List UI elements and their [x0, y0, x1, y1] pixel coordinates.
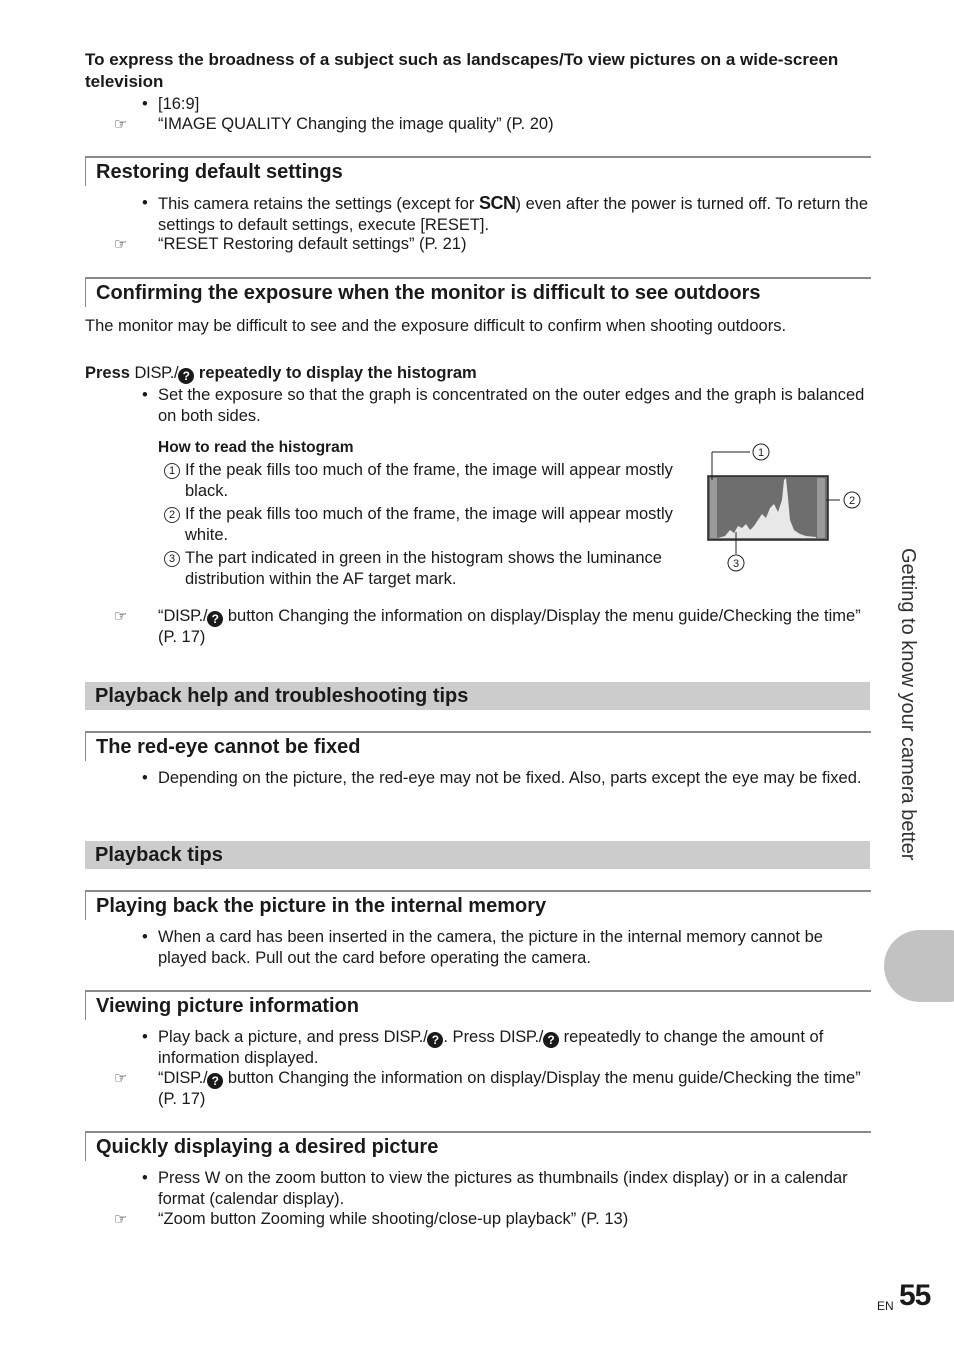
banner-title: Playback tips	[95, 844, 223, 866]
restoring-ref: “RESET Restoring default settings” (P. 21)	[158, 235, 467, 253]
histogram-item-2	[164, 504, 694, 544]
reference-icon: ☞	[114, 1211, 128, 1228]
text: The part indicated in green in the histogram shows the luminance distribution within the AF target mark.	[185, 549, 662, 588]
restoring-bullet	[158, 193, 870, 236]
reference-icon: ☞	[114, 116, 128, 133]
section-title: Playing back the picture in the internal memory	[96, 895, 547, 917]
section-heading-restoring	[85, 156, 871, 186]
section-title: Restoring default settings	[96, 161, 343, 183]
section-banner-playback-help	[85, 682, 870, 710]
quick-bullet: Press W on the zoom button to view the pictures as thumbnails (index display) or in a calendar format (calendar display).	[158, 1169, 848, 1208]
bullet-marker: •	[142, 386, 148, 404]
intro-bullet: [16:9]	[158, 95, 200, 113]
confirming-paragraph: The monitor may be difficult to see and the exposure difficult to confirm when shooting outdoors.	[85, 317, 787, 335]
confirming-bullet: Set the exposure so that the graph is concentrated on the outer edges and the graph is balanced on both sides.	[158, 386, 865, 425]
text: “	[158, 1069, 164, 1087]
press-instruction	[85, 363, 477, 384]
intro-heading: To express the broadness of a subject such as landscapes/To view pictures on a wide-screen television	[85, 50, 839, 91]
text: . Press	[443, 1028, 500, 1046]
section-banner-playback-tips	[85, 841, 870, 869]
section-title: Quickly displaying a desired picture	[96, 1136, 439, 1158]
disp-label: DISP./	[163, 607, 208, 625]
bullet-marker: •	[142, 1169, 148, 1187]
bullet-marker: •	[142, 194, 148, 212]
page-number: 55	[899, 1279, 931, 1312]
help-icon: ?	[543, 1032, 559, 1048]
help-icon: ?	[427, 1032, 443, 1048]
banner-title: Playback help and troubleshooting tips	[95, 685, 469, 707]
histogram-item-3	[164, 548, 694, 588]
internal-bullet: When a card has been inserted in the camera, the picture in the internal memory cannot be played back. Pull out the card before operating the camera.	[158, 928, 823, 967]
histogram-item-1	[164, 460, 694, 500]
section-heading-confirming	[85, 277, 871, 307]
how-to-read-title: How to read the histogram	[158, 439, 354, 456]
callout-3: 3	[732, 558, 740, 570]
scn-icon: SCN	[478, 193, 516, 213]
side-tab-label: Getting to know your camera better	[897, 548, 919, 861]
section-heading-quick	[85, 1131, 871, 1161]
text: button Changing the information on display/Display the menu guide/Checking the time” (P. 17)	[158, 1069, 861, 1108]
confirming-ref	[158, 606, 870, 648]
text: Press	[85, 364, 135, 382]
callout-2: 2	[848, 495, 856, 507]
text: button Changing the information on display/Display the menu guide/Checking the time” (P. 17)	[158, 607, 861, 646]
text: This camera retains the settings (except for	[158, 195, 479, 213]
redeye-bullet: Depending on the picture, the red-eye may not be fixed. Also, parts except the eye may be fixed.	[158, 769, 862, 787]
text: repeatedly to change the amount of information displayed.	[158, 1028, 824, 1067]
reference-icon: ☞	[114, 1070, 128, 1087]
circled-number: 1	[164, 463, 180, 479]
intro-ref: “IMAGE QUALITY Changing the image quality” (P. 20)	[158, 115, 554, 133]
help-icon: ?	[178, 368, 194, 384]
bullet-marker: •	[142, 928, 148, 946]
disp-label: DISP./	[499, 1028, 544, 1046]
callout-1: 1	[757, 447, 765, 459]
disp-label: DISP./	[134, 364, 179, 382]
section-title: The red-eye cannot be fixed	[96, 736, 361, 758]
help-icon: ?	[207, 611, 223, 627]
reference-icon: ☞	[114, 608, 128, 625]
disp-label: DISP./	[163, 1069, 208, 1087]
circled-number: 2	[164, 507, 180, 523]
section-title: Confirming the exposure when the monitor is difficult to see outdoors	[96, 282, 761, 304]
section-heading-internal	[85, 890, 871, 920]
section-heading-redeye	[85, 731, 871, 761]
histogram-illustration	[700, 440, 870, 580]
bullet-marker: •	[142, 95, 148, 113]
language-label: EN	[877, 1299, 894, 1313]
side-tab-marker	[884, 930, 954, 1002]
circled-number: 3	[164, 551, 180, 567]
text: ) even after the power is turned off. To return the settings to default settings, execute [RESET].	[158, 195, 868, 234]
text: “	[158, 607, 164, 625]
text: repeatedly to display the histogram	[194, 364, 477, 382]
section-title: Viewing picture information	[96, 995, 359, 1017]
section-heading-viewing	[85, 990, 871, 1020]
help-icon: ?	[207, 1073, 223, 1089]
reference-icon: ☞	[114, 236, 128, 253]
text: If the peak fills too much of the frame, the image will appear mostly black.	[185, 461, 673, 500]
bullet-marker: •	[142, 1028, 148, 1046]
disp-label: DISP./	[383, 1028, 428, 1046]
text: If the peak fills too much of the frame, the image will appear mostly white.	[185, 505, 673, 544]
quick-ref: “Zoom button Zooming while shooting/close-up playback” (P. 13)	[158, 1210, 629, 1228]
bullet-marker: •	[142, 769, 148, 787]
viewing-ref	[158, 1068, 870, 1110]
text: Play back a picture, and press	[158, 1028, 384, 1046]
viewing-bullet	[158, 1027, 864, 1069]
